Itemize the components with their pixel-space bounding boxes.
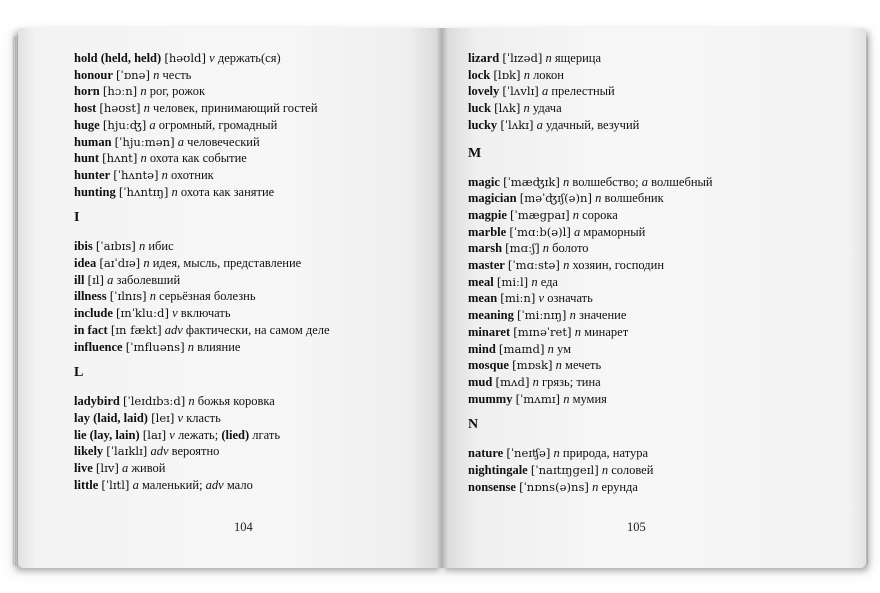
headword: lay (laid, laid) bbox=[74, 410, 148, 425]
transcription: [ˈhʌntə] bbox=[113, 167, 159, 182]
transcription: [həʊst] bbox=[99, 101, 141, 116]
headword: lock bbox=[468, 67, 491, 82]
headword: little bbox=[74, 477, 99, 492]
headword: horn bbox=[74, 84, 100, 99]
translation: вероятно bbox=[171, 444, 220, 459]
translation: ум bbox=[556, 341, 571, 356]
transcription: [lɒk] bbox=[493, 67, 521, 82]
part-of-speech: n bbox=[140, 84, 147, 99]
dictionary-entry bbox=[74, 477, 414, 494]
transcription: [həʊld] bbox=[164, 51, 207, 65]
transcription: [ˈlaɪklɪ] bbox=[106, 444, 148, 459]
headword: in fact bbox=[74, 322, 108, 337]
transcription: [miːn] bbox=[500, 291, 536, 306]
translation: еда bbox=[540, 274, 558, 289]
headword: luck bbox=[468, 101, 491, 116]
part-of-speech: v bbox=[169, 427, 175, 442]
part-of-speech: a bbox=[177, 134, 185, 149]
dictionary-entry bbox=[74, 443, 414, 460]
headword: hunting bbox=[74, 184, 116, 199]
headword: minaret bbox=[468, 324, 511, 339]
part-of-speech: n bbox=[153, 67, 160, 82]
dictionary-entry bbox=[74, 134, 414, 151]
headword: meal bbox=[468, 274, 494, 289]
part-of-speech: n bbox=[601, 463, 609, 478]
headword: mind bbox=[468, 341, 496, 356]
part-of-speech: n bbox=[553, 446, 560, 461]
dictionary-entry bbox=[74, 255, 414, 272]
translation: человек, принимающий гостей bbox=[153, 101, 318, 116]
dictionary-entry bbox=[468, 100, 808, 117]
translation: класть bbox=[186, 410, 221, 425]
part-of-speech: n bbox=[523, 67, 530, 82]
dictionary-entry bbox=[74, 238, 414, 255]
dictionary-entry bbox=[74, 150, 414, 167]
dictionary-entry bbox=[468, 290, 808, 307]
translation: включать bbox=[180, 306, 231, 321]
headword: honour bbox=[74, 67, 113, 82]
transcription: [ˈneɪʧə] bbox=[506, 446, 551, 461]
dictionary-entry bbox=[74, 288, 414, 305]
right-page-number: 105 bbox=[627, 520, 646, 534]
transcription: [hjuːʤ] bbox=[102, 117, 147, 132]
translation: волшебник bbox=[604, 191, 664, 206]
transcription: [hʌnt] bbox=[102, 151, 138, 166]
translation: мечеть bbox=[565, 358, 602, 373]
translation: человеческий bbox=[187, 134, 260, 149]
dictionary-entry bbox=[74, 117, 414, 134]
alternate-form: (lied) bbox=[221, 427, 250, 442]
headword: nature bbox=[468, 446, 504, 461]
translation: локон bbox=[533, 67, 564, 82]
transcription: [ˈɪlnɪs] bbox=[109, 289, 147, 304]
part-of-speech: n bbox=[563, 174, 570, 189]
transcription: [mʌd] bbox=[495, 374, 530, 389]
transcription: [ˈmæʤɪk] bbox=[503, 174, 560, 189]
transcription: [ˈhjuːmən] bbox=[114, 134, 175, 149]
dictionary-entry bbox=[468, 224, 808, 241]
transcription: [ˈaɪbɪs] bbox=[95, 239, 136, 254]
part-of-speech: n bbox=[572, 207, 579, 222]
part-of-speech: n bbox=[595, 191, 602, 206]
part-of-speech: v bbox=[209, 51, 215, 65]
transcription: [ɪl] bbox=[87, 272, 105, 287]
headword: lizard bbox=[468, 51, 500, 65]
transcription: [ˈmiːnɪŋ] bbox=[516, 308, 567, 323]
dictionary-entry bbox=[468, 274, 808, 291]
translation: охота как событие bbox=[149, 151, 247, 166]
translation: ибис bbox=[148, 239, 174, 254]
dictionary-entry bbox=[468, 50, 808, 67]
transcription: [ˈlʌvlɪ] bbox=[502, 84, 539, 99]
headword: mosque bbox=[468, 358, 509, 373]
transcription: [lʌk] bbox=[494, 101, 521, 116]
dictionary-entry bbox=[468, 207, 808, 224]
part-of-speech: v bbox=[172, 306, 178, 321]
dictionary-entry bbox=[468, 190, 808, 207]
transcription: [ˈɒnə] bbox=[116, 67, 151, 82]
dictionary-entry bbox=[468, 391, 808, 408]
dictionary-entry bbox=[468, 357, 808, 374]
part-of-speech: n bbox=[140, 151, 147, 166]
part-of-speech: n bbox=[542, 241, 550, 256]
translation: живой bbox=[131, 461, 166, 476]
headword: hunter bbox=[74, 167, 111, 182]
part-of-speech: n bbox=[187, 339, 194, 354]
translation: сорока bbox=[582, 207, 618, 222]
translation: означать bbox=[547, 291, 593, 306]
dictionary-entry bbox=[468, 445, 808, 462]
translation: божья коровка bbox=[197, 394, 275, 409]
transcription: [ˈleɪdɪbɜːd] bbox=[122, 394, 186, 409]
transcription: [ˈlɪzəd] bbox=[502, 51, 543, 65]
transcription: [laɪ] bbox=[142, 427, 167, 442]
dictionary-entry bbox=[468, 479, 808, 496]
transcription: [miːl] bbox=[496, 274, 529, 289]
translation: минарет bbox=[584, 324, 629, 339]
part-of-speech: n bbox=[171, 184, 178, 199]
transcription: [aɪˈdɪə] bbox=[99, 256, 141, 271]
translation: заболевший bbox=[116, 272, 181, 287]
translation: волшебный bbox=[651, 174, 713, 189]
transcription: [ˈmɑːstə] bbox=[507, 258, 560, 273]
dictionary-entry bbox=[468, 67, 808, 84]
transcription: [mɒsk] bbox=[512, 358, 553, 373]
left-page-dictionary-column bbox=[74, 50, 414, 493]
translation: удачный, везучий bbox=[546, 117, 640, 132]
translation: лежать; bbox=[177, 427, 219, 442]
headword: marsh bbox=[468, 241, 503, 256]
dictionary-entry bbox=[74, 167, 414, 184]
headword: mummy bbox=[468, 391, 513, 406]
dictionary-entry bbox=[468, 240, 808, 257]
part-of-speech: n bbox=[592, 479, 599, 494]
translation: огромный, громадный bbox=[158, 117, 278, 132]
dictionary-entry bbox=[468, 462, 808, 479]
dictionary-entry bbox=[468, 307, 808, 324]
translation: соловей bbox=[611, 463, 654, 478]
translation: грязь; тина bbox=[541, 374, 601, 389]
translation: серьёзная болезнь bbox=[159, 289, 256, 304]
part-of-speech: adv bbox=[205, 477, 224, 492]
transcription: [leɪ] bbox=[151, 410, 175, 425]
letter-heading: N bbox=[468, 417, 479, 433]
headword: illness bbox=[74, 289, 107, 304]
transcription: [lɪv] bbox=[95, 461, 119, 476]
transcription: [mɑːʃ] bbox=[505, 241, 540, 256]
part-of-speech: n bbox=[545, 51, 552, 65]
part-of-speech: n bbox=[143, 256, 150, 271]
translation: лгать bbox=[252, 427, 281, 442]
headword: hold (held, held) bbox=[74, 51, 162, 65]
headword: lucky bbox=[468, 117, 498, 132]
dictionary-entry bbox=[74, 339, 414, 356]
headword: nonsense bbox=[468, 479, 516, 494]
translation: держать(ся) bbox=[217, 51, 281, 65]
part-of-speech: a bbox=[107, 272, 114, 287]
part-of-speech: n bbox=[532, 374, 539, 389]
part-of-speech: n bbox=[138, 239, 146, 254]
translation: мраморный bbox=[583, 224, 646, 239]
translation: природа, натура bbox=[562, 446, 649, 461]
headword: magic bbox=[468, 174, 500, 189]
part-of-speech: a bbox=[149, 117, 156, 132]
translation: влияние bbox=[197, 339, 241, 354]
translation: ящерица bbox=[554, 51, 602, 65]
headword: magician bbox=[468, 191, 517, 206]
translation: значение bbox=[578, 308, 627, 323]
translation: ерунда bbox=[601, 479, 638, 494]
transcription: [ˈlɪtl] bbox=[101, 477, 130, 492]
headword: nightingale bbox=[468, 463, 528, 478]
headword: marble bbox=[468, 224, 507, 239]
dictionary-entry bbox=[468, 257, 808, 274]
dictionary-entry bbox=[468, 374, 808, 391]
translation: хозяин, господин bbox=[572, 258, 665, 273]
headword: live bbox=[74, 461, 93, 476]
transcription: [ɪn fækt] bbox=[110, 322, 162, 337]
transcription: [ɪnˈkluːd] bbox=[116, 306, 169, 321]
dictionary-entry bbox=[74, 83, 414, 100]
dictionary-entry bbox=[468, 341, 808, 358]
right-page-dictionary-column bbox=[468, 50, 808, 495]
headword: ladybird bbox=[74, 394, 120, 409]
translation: рог, рожок bbox=[149, 84, 206, 99]
translation: прелестный bbox=[551, 84, 615, 99]
headword: hunt bbox=[74, 151, 100, 166]
part-of-speech: n bbox=[149, 289, 156, 304]
part-of-speech: n bbox=[563, 258, 570, 273]
dictionary-entry bbox=[74, 184, 414, 201]
part-of-speech: a bbox=[122, 461, 129, 476]
transcription: [ˈnɒns(ə)ns] bbox=[519, 479, 589, 494]
dictionary-entry bbox=[74, 50, 414, 67]
headword: meaning bbox=[468, 308, 514, 323]
translation: болото bbox=[552, 241, 589, 256]
headword: mud bbox=[468, 374, 493, 389]
letter-heading: I bbox=[74, 210, 80, 226]
part-of-speech: n bbox=[523, 101, 530, 116]
translation: удача bbox=[532, 101, 562, 116]
book-spine bbox=[436, 28, 448, 568]
transcription: [ˈɪnfluəns] bbox=[125, 339, 185, 354]
transcription: [hɔːn] bbox=[102, 84, 138, 99]
translation: фактически, на самом деле bbox=[185, 322, 330, 337]
transcription: [məˈʤɪʃ(ə)n] bbox=[519, 191, 593, 206]
part-of-speech: n bbox=[574, 324, 581, 339]
headword: ibis bbox=[74, 239, 93, 254]
translation: мумия bbox=[572, 391, 607, 406]
dictionary-entry bbox=[74, 272, 414, 289]
dictionary-entry bbox=[74, 322, 414, 339]
left-page-number: 104 bbox=[234, 520, 253, 534]
dictionary-entry bbox=[74, 410, 414, 427]
dictionary-entry bbox=[468, 174, 808, 191]
part-of-speech: n bbox=[531, 274, 538, 289]
headword: lie (lay, lain) bbox=[74, 427, 140, 442]
transcription: [ˈhʌntɪŋ] bbox=[118, 184, 169, 199]
headword: lovely bbox=[468, 84, 500, 99]
part-of-speech: a bbox=[574, 224, 581, 239]
translation: охота как занятие bbox=[180, 184, 275, 199]
part-of-speech: v bbox=[538, 291, 545, 306]
part-of-speech: a bbox=[536, 117, 543, 132]
headword: include bbox=[74, 306, 113, 321]
translation: идея, мысль, представление bbox=[152, 256, 302, 271]
headword: magpie bbox=[468, 207, 507, 222]
part-of-speech: n bbox=[569, 308, 576, 323]
headword: idea bbox=[74, 256, 97, 271]
part-of-speech: n bbox=[161, 167, 168, 182]
headword: likely bbox=[74, 444, 104, 459]
part-of-speech: v bbox=[177, 410, 184, 425]
part-of-speech: n bbox=[547, 341, 554, 356]
dictionary-entry bbox=[74, 305, 414, 322]
dictionary-entry bbox=[74, 100, 414, 117]
dictionary-entry bbox=[468, 83, 808, 100]
part-of-speech: n bbox=[143, 101, 150, 116]
letter-heading: L bbox=[74, 365, 84, 381]
headword: master bbox=[468, 258, 505, 273]
translation: маленький; bbox=[141, 477, 203, 492]
translation: честь bbox=[162, 67, 192, 82]
part-of-speech: n bbox=[555, 358, 562, 373]
headword: mean bbox=[468, 291, 498, 306]
translation: волшебство; bbox=[572, 174, 639, 189]
transcription: [maɪnd] bbox=[498, 341, 545, 356]
letter-heading: M bbox=[468, 145, 482, 161]
part-of-speech: a bbox=[541, 84, 549, 99]
dictionary-entry bbox=[74, 460, 414, 477]
part-of-speech: n bbox=[563, 391, 570, 406]
headword: ill bbox=[74, 272, 85, 287]
dictionary-entry bbox=[74, 427, 414, 444]
transcription: [ˈmʌmɪ] bbox=[515, 391, 561, 406]
transcription: [ˈlʌkɪ] bbox=[500, 117, 534, 132]
part-of-speech: a bbox=[132, 477, 139, 492]
headword: huge bbox=[74, 117, 100, 132]
headword: influence bbox=[74, 339, 123, 354]
dictionary-entry bbox=[74, 67, 414, 84]
transcription: [ˈmægpaɪ] bbox=[510, 207, 570, 222]
transcription: [ˈnaɪtɪŋgeɪl] bbox=[530, 463, 599, 478]
transcription: [mɪnəˈret] bbox=[513, 324, 572, 339]
dictionary-entry bbox=[74, 393, 414, 410]
dictionary-entry bbox=[468, 117, 808, 134]
translation: охотник bbox=[171, 167, 214, 182]
part-of-speech: adv bbox=[164, 322, 183, 337]
headword: human bbox=[74, 134, 112, 149]
part-of-speech: n bbox=[188, 394, 195, 409]
translation: мало bbox=[226, 477, 253, 492]
part-of-speech: a bbox=[641, 174, 649, 189]
transcription: [ˈmɑːb(ə)l] bbox=[509, 224, 571, 239]
part-of-speech: adv bbox=[150, 444, 169, 459]
headword: host bbox=[74, 101, 97, 116]
dictionary-entry bbox=[468, 324, 808, 341]
